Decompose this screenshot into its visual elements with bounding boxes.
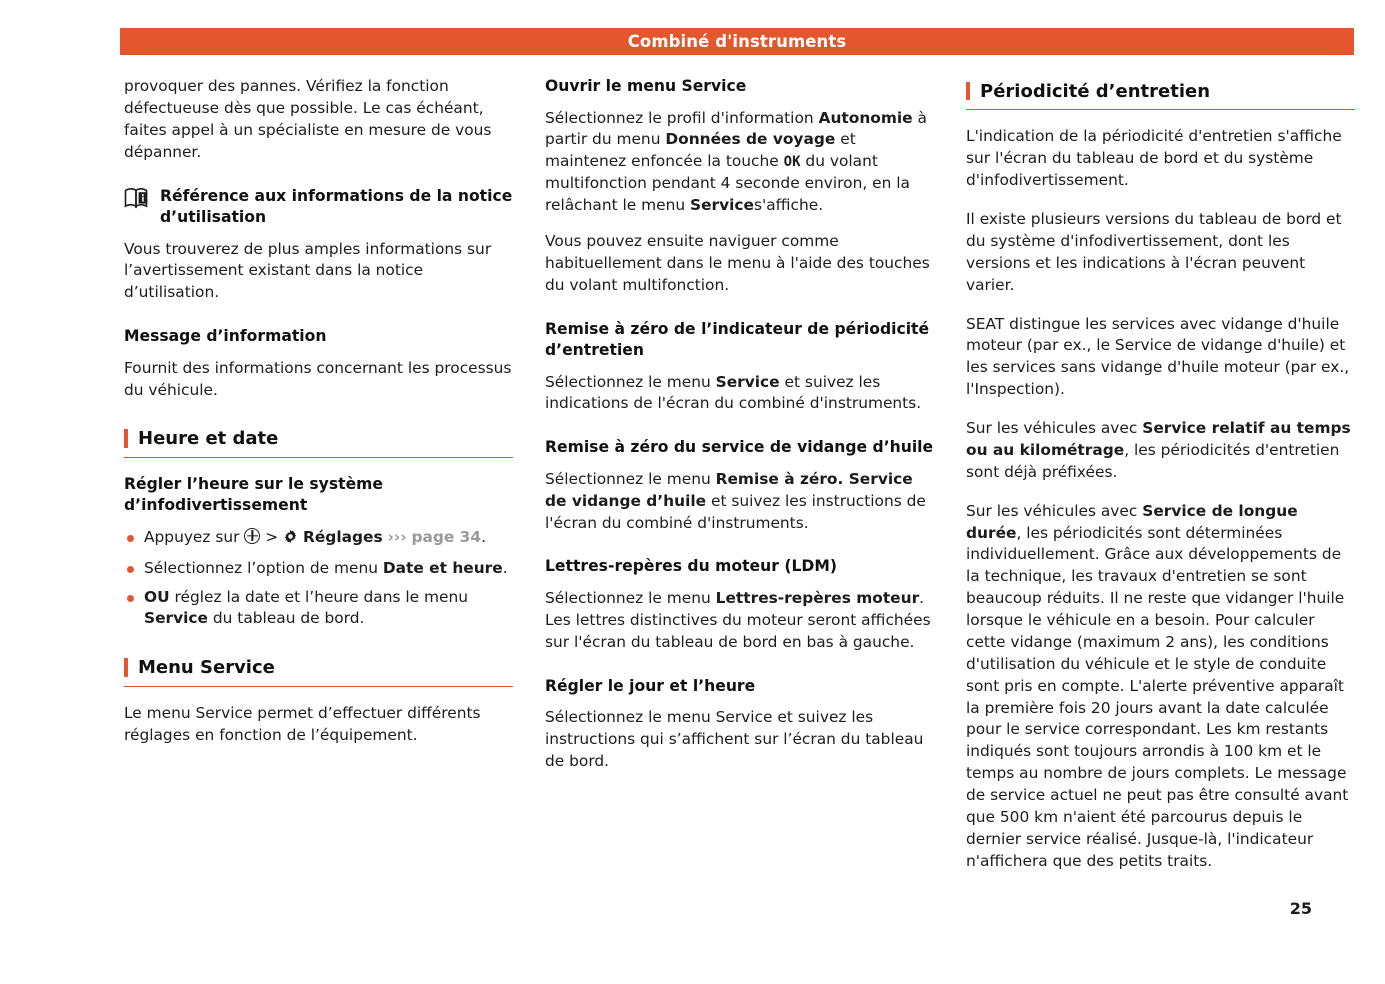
service-relatif-label: Service relatif au temps ou au kilométrage — [966, 419, 1351, 459]
section-periodicite-rule — [966, 109, 1355, 110]
p1-a: Sélectionnez le profil d'information — [545, 108, 814, 127]
regler-jour-heure-title: Régler le jour et l’heure — [545, 676, 756, 695]
bullet2-end: . — [502, 558, 508, 577]
page-number: 25 — [1289, 899, 1312, 918]
regler-heure-title: Régler l’heure sur le système d’infodivertissement — [124, 474, 383, 515]
bullet1-page-ref: page 34 — [411, 527, 482, 546]
bullet1-reglages-label: Réglages — [303, 527, 383, 546]
p1-f: du volant multifonction pendant 4 seconde environ, en la relâchant le menu — [545, 152, 910, 215]
list-item — [124, 587, 513, 631]
bullet1-pre-text: Appuyez sur — [144, 527, 240, 546]
p1-c: à partir du menu — [545, 108, 927, 149]
section-periodicite-title: Périodicité d’entretien — [966, 80, 1355, 103]
periodicite-p5 — [966, 501, 1355, 873]
column-2 — [545, 76, 934, 926]
ouvrir-menu-service-title: Ouvrir le menu Service — [545, 77, 747, 95]
p1-autonomie: Autonomie — [818, 108, 913, 127]
section-heure-et-date-title: Heure et date — [124, 427, 513, 450]
menu-service-body: Le menu Service permet d’effectuer différents réglages en fonction de l’équipement. — [124, 703, 481, 744]
bullet1-end: . — [481, 527, 486, 546]
message-info-body: Fournit des informations concernant les processus du véhicule. — [124, 358, 512, 399]
bullet2-bold-text: Date et heure — [382, 558, 503, 577]
p4-col3-c: , les périodicités d'entretien sont déjà préfixées. — [966, 440, 1340, 481]
page-header-bar — [120, 28, 1354, 55]
p4-a: Sélectionnez le menu — [545, 469, 711, 488]
content-columns — [124, 76, 1356, 926]
section-heure-rule — [124, 457, 513, 458]
bullet3-mid-text: réglez la date et l’heure dans le menu — [174, 587, 469, 606]
periodicite-p2: Il existe plusieurs versions du tableau de bord et du système d'infodivertissement, dont les versions et les indications à l'écran peuvent varier. — [966, 210, 1342, 294]
list-item — [124, 558, 513, 580]
p4-c: et suivez les instructions de l'écran du combiné d'instruments. — [545, 491, 926, 532]
p1-h: s'affiche. — [754, 196, 824, 215]
section-menu-service-title: Menu Service — [124, 656, 513, 679]
p5-col3-c: , les périodicités sont déterminées individuellement. Grâce aux développements de la technique, les travaux d'entretien se sont beaucoup réduits. Il ne reste que vidanger l'huile lorsque le véhicule en a besoin. Pour calculer cette vidange (maximum 2 ans), les conditions d'utilisation du véhicule et le style de conduite sont pris en compte. L'alerte préventive apparaît la première fois 20 jours avant la date calculée pour le service correspondant. Les km restants indiqués sont toujours arrondis à 100 km et le temps au nombre de jours complets. Le message de service actuel ne peut pas être consulté avant que 500 km n'aient été parcourus depuis le dernier service réalisé. Jusque-là, l'indicateur n'affichera que des petits traits. — [966, 523, 1349, 870]
p4-col3-a: Sur les véhicules avec — [966, 419, 1138, 438]
p1-donnees-voyage: Données de voyage — [665, 130, 836, 149]
bullet3-end-text: du tableau de bord. — [212, 609, 365, 628]
bullet3-bold-text: Service — [144, 609, 208, 628]
p1-service: Service — [690, 196, 754, 215]
p5-col3-a: Sur les véhicules avec — [966, 501, 1138, 520]
regler-jour-heure-paragraph: Sélectionnez le menu Service et suivez les instructions qui s’affichent sur l’écran du tableau de bord. — [545, 708, 924, 770]
p4-menu-label: Remise à zéro. Service de vidange d’huile — [545, 469, 913, 510]
p5-c: . Les lettres distinctives du moteur seront affichées sur l'écran du tableau de bord en bas à gauche. — [545, 588, 931, 651]
p5-a: Sélectionnez le menu — [545, 588, 711, 607]
regler-heure-steps — [124, 527, 513, 631]
reference-note-body: Vous trouverez de plus amples informations sur l’avertissement existant dans la notice d’utilisation. — [124, 239, 492, 302]
ouvrir-menu-service-paragraph — [545, 108, 934, 217]
navigation-paragraph: Vous pouvez ensuite naviguer comme habituellement dans le menu à l'aide des touches du volant multifonction. — [545, 231, 930, 294]
ldm-title: Lettres-repères du moteur (LDM) — [545, 557, 837, 576]
bullet1-gt: > — [265, 527, 279, 546]
gear-icon — [283, 529, 298, 551]
column-3 — [966, 76, 1355, 926]
message-info-title: Message d’information — [124, 327, 327, 346]
page-header-title: Combiné d'instruments — [627, 32, 847, 51]
remise-zero-vidange-paragraph — [545, 469, 934, 535]
bullet2-pre-text: Sélectionnez l’option de menu — [144, 558, 378, 577]
remise-zero-indicateur-title: Remise à zéro de l’indicateur de périodicité d’entretien — [545, 319, 930, 360]
periodicite-p4 — [966, 418, 1355, 484]
p3-c: et suivez les indications de l'écran du combiné d'instruments. — [545, 372, 922, 413]
remise-zero-vidange-title: Remise à zéro du service de vidange d’huile — [545, 438, 934, 457]
reference-note-heading — [124, 186, 513, 229]
menu-circle-icon — [244, 528, 260, 544]
service-longue-duree-label: Service de longue durée — [966, 501, 1298, 542]
column-1 — [124, 76, 513, 926]
p5-menu-label: Lettres-repères moteur — [715, 588, 920, 607]
bullet1-arrows: ››› — [387, 527, 407, 546]
periodicite-p1: L'indication de la périodicité d'entretien s'affiche sur l'écran du tableau de bord et du système d'infodivertissement. — [966, 127, 1342, 190]
col1-intro-paragraph: provoquer des pannes. Vérifiez la fonction défectueuse dès que possible. Le cas échéant, faites appel à un spécialiste en mesure de vous dépanner. — [124, 77, 492, 161]
ldm-paragraph — [545, 588, 934, 654]
remise-zero-indicateur-paragraph — [545, 372, 934, 416]
p1-ok-key: OK — [783, 154, 801, 171]
reference-note-title: Référence aux informations de la notice d’utilisation — [160, 186, 513, 227]
list-item — [124, 527, 513, 551]
p1-e: et maintenez enfoncée la touche — [545, 130, 856, 171]
book-info-icon — [124, 187, 150, 213]
section-menu-service-rule — [124, 686, 513, 687]
page-sheet — [48, 0, 1351, 944]
periodicite-p3: SEAT distingue les services avec vidange d'huile moteur (par ex., le Service de vidange d'huile) et les services sans vidange d'huile moteur (par ex., l'Inspection). — [966, 314, 1350, 399]
p3-service: Service — [715, 372, 780, 391]
p3-a: Sélectionnez le menu — [545, 372, 711, 391]
bullet3-ou: OU — [144, 587, 170, 606]
